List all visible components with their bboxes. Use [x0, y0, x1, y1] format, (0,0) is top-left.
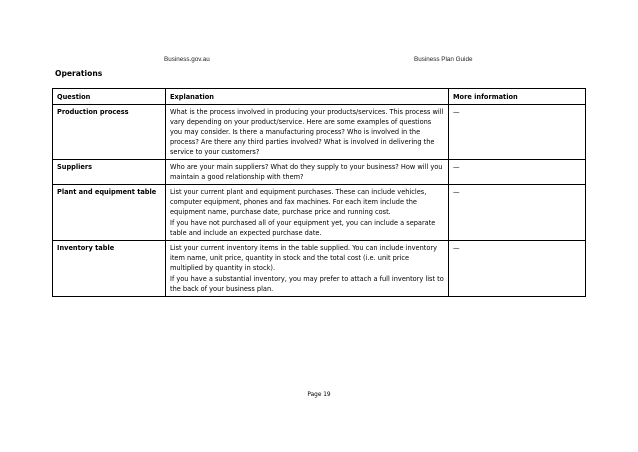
more-info-cell: —: [449, 241, 586, 297]
table-row-inventory: [53, 241, 586, 297]
explanation-cell: [166, 105, 449, 160]
more-info-cell: —: [449, 185, 586, 241]
page-number: Page 19: [307, 392, 331, 398]
explanation-cell: [166, 185, 449, 241]
table-row-plant-and-equipment: [53, 185, 586, 241]
column-header-explanation: Explanation: [166, 89, 449, 105]
section-title: Operations: [55, 69, 103, 78]
more-info-cell: —: [449, 160, 586, 185]
header-site-name: Business.gov.au: [164, 56, 210, 63]
explanation-paragraph: List your current inventory items in the table supplied. You can include inventory item name, unit price, quantity in stock and the total cost (i.e. unit price multiplied by quantity in stock).: [170, 244, 438, 272]
table-row-suppliers: [53, 160, 586, 185]
column-header-question: Question: [53, 89, 166, 105]
question-cell: Production process: [53, 105, 166, 160]
question-cell: Plant and equipment table: [53, 185, 166, 241]
explanation-cell: [166, 160, 449, 185]
explanation-cell: [166, 241, 449, 297]
table-header-row: [53, 89, 586, 105]
operations-table: [52, 88, 586, 297]
explanation-paragraph: Who are your main suppliers? What do they supply to your business? How will you maintain a good relationship with them?: [170, 163, 443, 181]
explanation-paragraph: If you have a substantial inventory, you may prefer to attach a full inventory list to the back of your business plan.: [170, 275, 444, 293]
column-header-more-information: More information: [449, 89, 586, 105]
explanation-paragraph: If you have not purchased all of your equipment yet, you can include a separate table and include an expected purchase date.: [170, 219, 436, 237]
table-row-production-process: [53, 105, 586, 160]
question-cell: Inventory table: [53, 241, 166, 297]
more-info-cell: —: [449, 105, 586, 160]
explanation-paragraph: List your current plant and equipment purchases. These can include vehicles, computer equipment, phones and fax machines. For each item include the equipment name, purchase date, purchase price and running cost.: [170, 188, 427, 216]
explanation-paragraph: What is the process involved in producing your products/services. This process will vary depending on your product/service. Here are some examples of questions you may consider. Is there a manufacturing process? Who is involved in the process? Are there any third parties involved? What is involved in delivering the service to your customers?: [170, 108, 444, 156]
question-cell: Suppliers: [53, 160, 166, 185]
header-guide-title: Business Plan Guide: [414, 56, 473, 63]
